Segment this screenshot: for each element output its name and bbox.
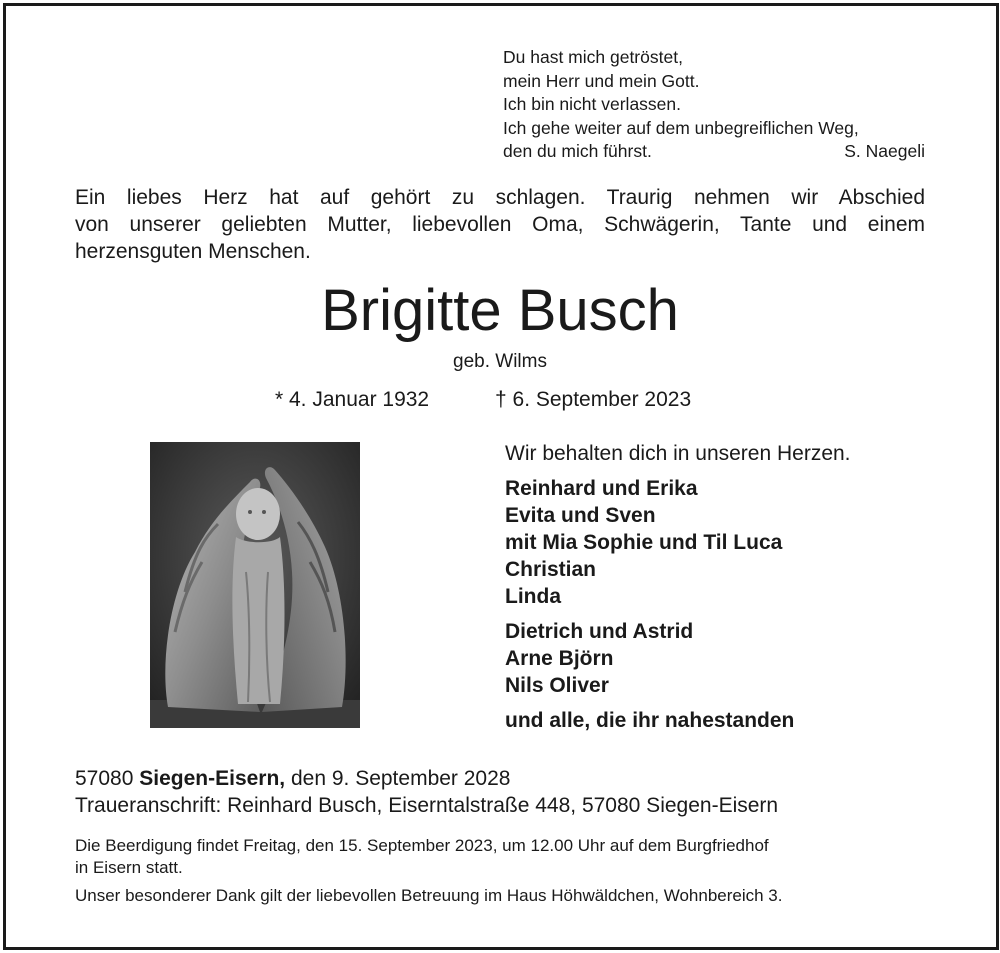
memorial-photo — [150, 442, 360, 728]
city: Siegen-Eisern, — [139, 767, 286, 790]
family-group-2 — [505, 618, 945, 699]
family-member: Linda — [505, 585, 561, 608]
intro-text — [75, 184, 925, 265]
family-member: Reinhard und Erika — [505, 477, 698, 500]
poem-line: den du mich führst. — [503, 141, 652, 161]
family-group-1 — [505, 475, 945, 610]
poem-line: Ich gehe weiter auf dem unbegreiflichen Weg, — [503, 117, 859, 138]
funeral-notice — [75, 835, 930, 879]
poem-line: Ich bin nicht verlassen. — [503, 94, 682, 114]
mourning-address: Traueranschrift: Reinhard Busch, Eiserntalstraße 448, 57080 Siegen-Eisern — [75, 794, 779, 817]
family-member: Nils Oliver — [505, 674, 609, 697]
death-date: † 6. September 2023 — [495, 388, 692, 411]
family-member: Dietrich und Astrid — [505, 620, 694, 643]
thanks-note: Unser besonderer Dank gilt der liebevollen Betreuung im Haus Höhwäldchen, Wohnbereich 3. — [75, 886, 783, 905]
praying-hands-sculpture-image — [150, 442, 360, 728]
funeral-line: in Eisern statt. — [75, 858, 183, 877]
birth-date: * 4. Januar 1932 — [275, 388, 430, 411]
zip-code: 57080 — [75, 767, 134, 790]
notes — [75, 835, 930, 913]
family-closing: und alle, die ihr nahestanden — [505, 709, 795, 732]
poem — [503, 46, 925, 164]
intro-line: von unserer geliebten Mutter, liebevollen Oma, Schwägerin, Tante und einem — [75, 213, 925, 236]
family-member: mit Mia Sophie und Til Luca — [505, 531, 783, 554]
poem-last-line — [503, 140, 925, 164]
deceased-name: Brigitte Busch — [321, 278, 679, 343]
poem-line: Du hast mich getröstet, — [503, 47, 683, 67]
family-member: Evita und Sven — [505, 504, 656, 527]
notice-date: den 9. September 2028 — [285, 767, 511, 790]
poem-author: S. Naegeli — [844, 141, 925, 161]
family-member: Christian — [505, 558, 597, 581]
family-motto: Wir behalten dich in unseren Herzen. — [505, 442, 851, 465]
intro-line: herzensguten Menschen. — [75, 240, 311, 263]
poem-line: mein Herr und mein Gott. — [503, 70, 700, 91]
place-and-address — [75, 765, 935, 819]
family-member: Arne Björn — [505, 647, 614, 670]
maiden-name: geb. Wilms — [453, 351, 547, 372]
place-date-line — [75, 765, 935, 792]
funeral-line: Die Beerdigung findet Freitag, den 15. September 2023, um 12.00 Uhr auf dem Burgfriedhof — [75, 836, 769, 855]
family-signatures — [505, 440, 945, 734]
intro-line: Ein liebes Herz hat auf gehört zu schlagen. Traurig nehmen wir Abschied — [75, 186, 925, 209]
